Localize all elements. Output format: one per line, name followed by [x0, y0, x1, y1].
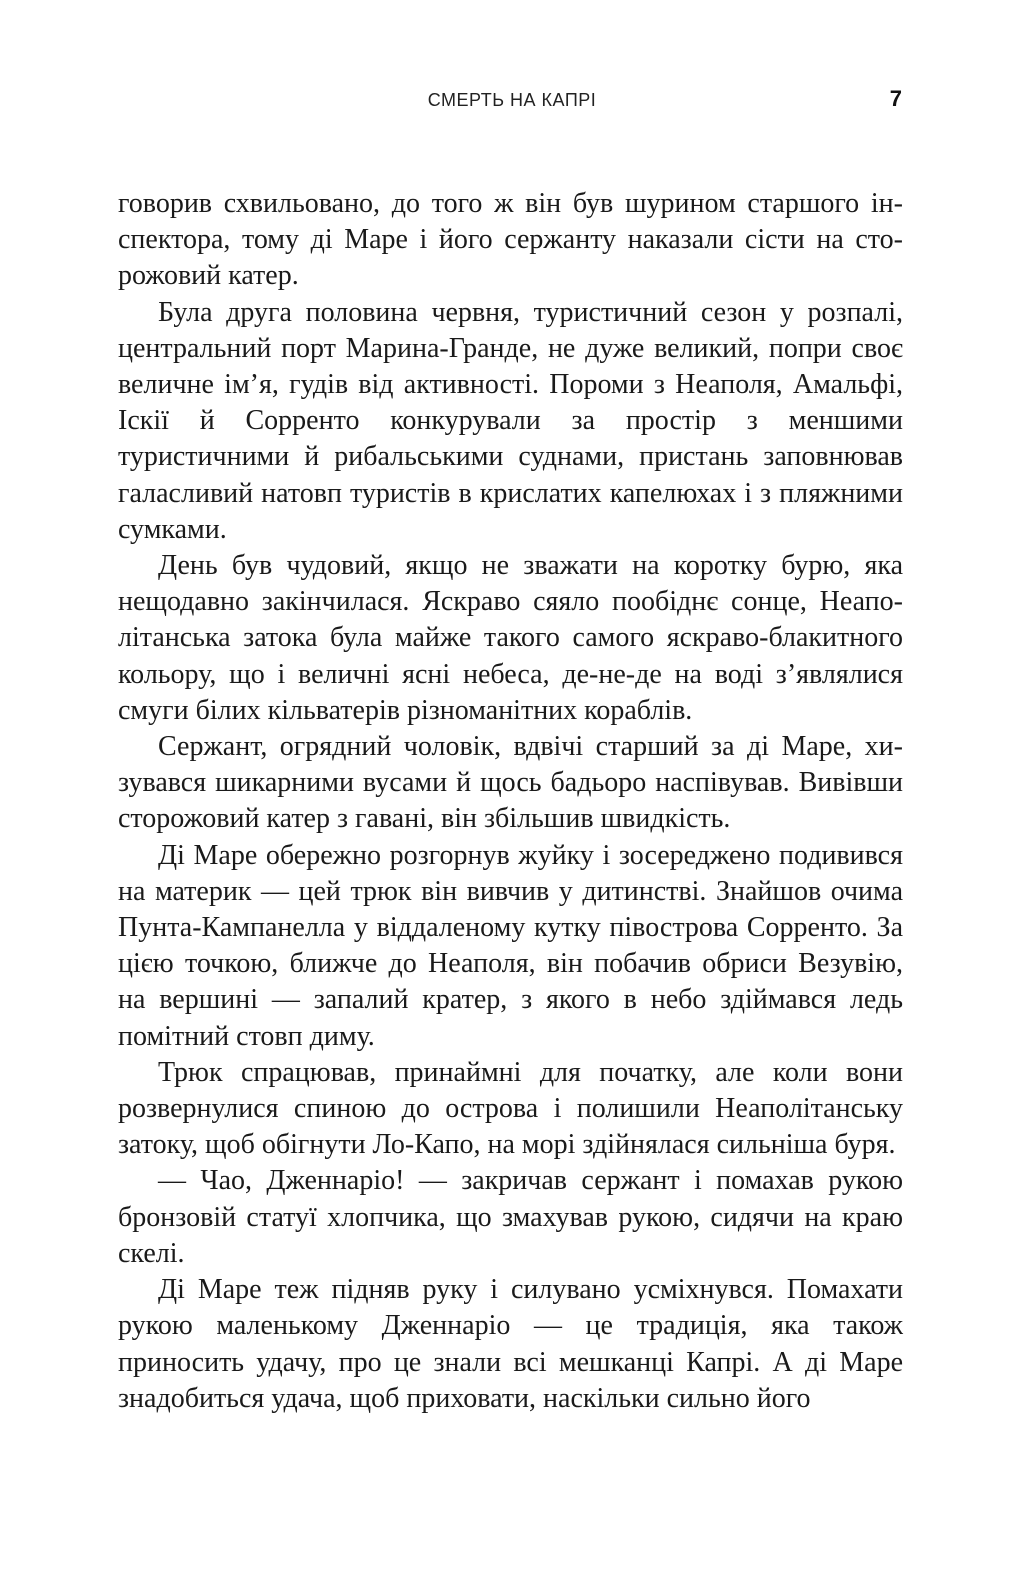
- running-title: СМЕРТЬ НА КАПРІ: [427, 90, 597, 110]
- paragraph: Ді Маре обережно розгорнув жуйку і зосереджено подивився на материк — цей трюк він вивчив у дитинстві. Знайшов очима Пунта-Кампанелла у віддаленому кутку півострова Сорренто. За цією точкою, ближче до Неаполя, він побачив обриси Везувію, на вершині — запалий кратер, з якого в небо здіймався ледь помітний стовп диму.: [118, 839, 903, 1052]
- running-head: [0, 86, 1024, 116]
- paragraph: говорив схвильовано, до того ж він був шурином старшого інспектора, тому ді Маре і його сержанту наказали сісти на сторожовий катер.: [118, 188, 903, 292]
- paragraph: Трюк спрацював, принаймні для початку, але коли вони розвернулися спиною до острова і полишили Неаполітанську затоку, щоб обігнути Ло-Капо, на морі здійнялася сильніша буря.: [118, 1056, 903, 1161]
- paragraph: Була друга половина червня, туристичний сезон у розпалі, центральний порт Марина-Гранде, не дуже великий, попри своє величне ім’я, гудів від активності. Пороми з Неаполя, Амальфі, Іскії й Сорренто конкурували за простір з меншими туристичними й рибальськими суднами, пристань заповнював галасливий натовп туристів в крислатих капелюхах і з пляжними сумками.: [118, 296, 903, 545]
- paragraph: День був чудовий, якщо не зважати на коротку бурю, яка нещодавно закінчилася. Яскраво сяяло пообіднє сонце, Неаполітанська затока була майже такого самого яскраво-блакитного кольору, що і величні ясні небеса, де-не-де на воді з’являлися смуги білих кільватерів різноманітних кораблів.: [118, 550, 903, 726]
- paragraph: Сержант, огрядний чоловік, вдвічі старший за ді Маре, хизувався шикарними вусами й щось бадьоро наспівував. Вивівши сторожовий катер з гавані, він збільшив швидкість.: [118, 731, 903, 835]
- page-number: 7: [889, 86, 902, 111]
- paragraph: — Чао, Дженнаріо! — закричав сержант і помахав рукою бронзовій статуї хлопчика, що змахував рукою, сидячи на краю скелі.: [118, 1165, 903, 1269]
- body-text: [118, 186, 903, 1417]
- paragraph: Ді Маре теж підняв руку і силувано усміхнувся. Помахати рукою маленькому Дженнаріо — це традиція, яка також приносить удачу, про це знали всі мешканці Капрі. А ді Маре знадобиться удача, щоб приховати, наскільки сильно його: [118, 1274, 903, 1414]
